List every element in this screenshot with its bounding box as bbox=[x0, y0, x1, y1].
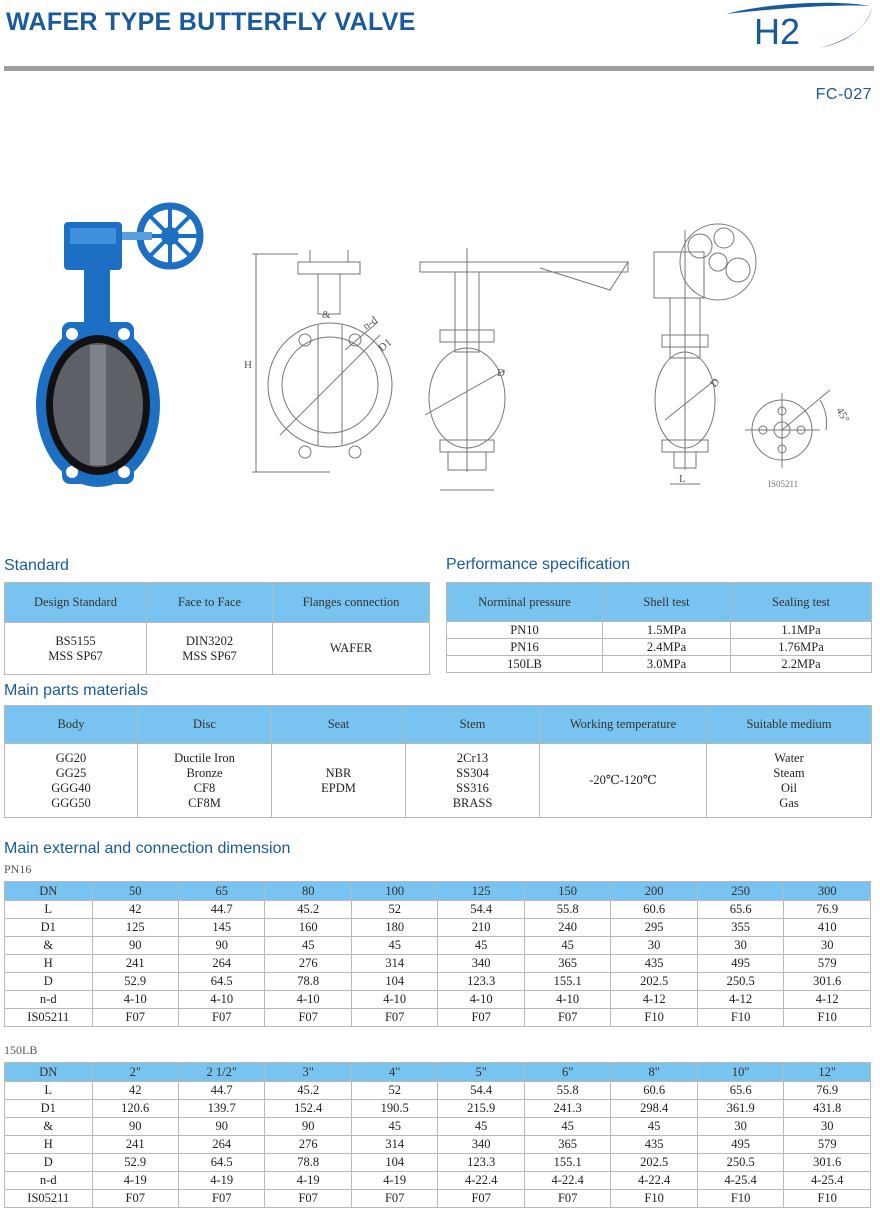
table-header-row bbox=[5, 882, 871, 901]
table-cell: 301.6 bbox=[784, 973, 871, 991]
row-label: & bbox=[5, 1118, 93, 1136]
table-row bbox=[5, 919, 871, 937]
table-cell: F07 bbox=[438, 1190, 524, 1208]
table-cell: 44.7 bbox=[178, 901, 264, 919]
table-cell: 45 bbox=[351, 937, 437, 955]
table-cell: 45 bbox=[438, 937, 524, 955]
table-cell: 55.8 bbox=[524, 901, 610, 919]
table-row bbox=[5, 1082, 871, 1100]
pn16-dimension-table bbox=[4, 881, 871, 1027]
table-cell: 52 bbox=[351, 1082, 437, 1100]
table-cell: 4-22.4 bbox=[611, 1172, 697, 1190]
row-label: D bbox=[5, 1154, 93, 1172]
column-header: 3" bbox=[265, 1063, 351, 1082]
dim-d-gear-label: D bbox=[708, 376, 723, 390]
materials-disc-cell: Ductile Iron Bronze CF8 CF8M bbox=[138, 744, 272, 818]
table-cell: 210 bbox=[438, 919, 524, 937]
column-header: DN bbox=[5, 1063, 93, 1082]
table-cell: 264 bbox=[178, 955, 264, 973]
standard-cell: BS5155 MSS SP67 bbox=[5, 623, 147, 675]
table-cell: F07 bbox=[351, 1009, 437, 1027]
table-cell: 4-10 bbox=[178, 991, 264, 1009]
table-row bbox=[5, 1009, 871, 1027]
table-cell: 495 bbox=[697, 1136, 783, 1154]
table-row: PN10 1.5MPa 1.1MPa bbox=[447, 622, 872, 639]
table-cell: 160 bbox=[265, 919, 351, 937]
table-cell: 495 bbox=[697, 955, 783, 973]
dim-d1-label: D1 bbox=[376, 336, 395, 355]
table-cell: 145 bbox=[178, 919, 264, 937]
table-cell: 4-25.4 bbox=[697, 1172, 783, 1190]
table-cell: 90 bbox=[92, 937, 178, 955]
table-cell: 60.6 bbox=[611, 1082, 697, 1100]
table-cell: 64.5 bbox=[178, 973, 264, 991]
table-cell: F10 bbox=[611, 1190, 697, 1208]
pn16-label: PN16 bbox=[4, 862, 32, 876]
table-cell: 30 bbox=[697, 1118, 783, 1136]
standard-header: Face to Face bbox=[147, 583, 273, 623]
standard-title: Standard bbox=[4, 557, 69, 574]
lb150-dimension-table bbox=[4, 1062, 871, 1208]
performance-header: Shell test bbox=[603, 583, 731, 622]
dim-and-label: & bbox=[322, 309, 331, 321]
row-label: H bbox=[5, 1136, 93, 1154]
column-header: DN bbox=[5, 882, 93, 901]
standard-header: Design Standard bbox=[5, 583, 147, 623]
table-cell: 152.4 bbox=[265, 1100, 351, 1118]
table-cell: F07 bbox=[265, 1190, 351, 1208]
table-cell: 314 bbox=[351, 1136, 437, 1154]
column-header: 125 bbox=[438, 882, 524, 901]
table-cell: F07 bbox=[92, 1190, 178, 1208]
table-cell: 64.5 bbox=[178, 1154, 264, 1172]
column-header: 2" bbox=[92, 1063, 178, 1082]
table-cell: F10 bbox=[611, 1009, 697, 1027]
iso-label: IS05211 bbox=[768, 479, 799, 489]
table-cell: 340 bbox=[438, 955, 524, 973]
table-cell: 250.5 bbox=[697, 1154, 783, 1172]
table-cell: 60.6 bbox=[611, 901, 697, 919]
valve-photo bbox=[36, 206, 200, 487]
table-cell: 45 bbox=[611, 1118, 697, 1136]
angle-label: 45° bbox=[833, 405, 852, 425]
standard-cell: WAFER bbox=[273, 623, 430, 675]
row-label: D1 bbox=[5, 919, 93, 937]
column-header: 12" bbox=[784, 1063, 871, 1082]
dim-l-label: L bbox=[679, 473, 686, 485]
table-cell: 90 bbox=[92, 1118, 178, 1136]
table-cell: 276 bbox=[265, 1136, 351, 1154]
table-cell: 250.5 bbox=[697, 973, 783, 991]
table-cell: 54.4 bbox=[438, 901, 524, 919]
table-cell: 4-10 bbox=[351, 991, 437, 1009]
table-cell: 4-19 bbox=[351, 1172, 437, 1190]
table-cell: 202.5 bbox=[611, 1154, 697, 1172]
table-cell: 4-22.4 bbox=[524, 1172, 610, 1190]
table-cell: F07 bbox=[178, 1190, 264, 1208]
table-cell: 78.8 bbox=[265, 1154, 351, 1172]
table-row bbox=[5, 955, 871, 973]
table-cell: 125 bbox=[92, 919, 178, 937]
materials-seat-cell: NBR EPDM bbox=[272, 744, 406, 818]
table-cell: F10 bbox=[784, 1190, 871, 1208]
table-cell: 30 bbox=[611, 937, 697, 955]
table-cell: 241 bbox=[92, 955, 178, 973]
column-header: 65 bbox=[178, 882, 264, 901]
table-row bbox=[5, 901, 871, 919]
materials-medium-cell: Water Steam Oil Gas bbox=[707, 744, 872, 818]
page-title: WAFER TYPE BUTTERFLY VALVE bbox=[6, 8, 416, 36]
table-cell: 44.7 bbox=[178, 1082, 264, 1100]
table-cell: 45 bbox=[265, 937, 351, 955]
table-cell: F10 bbox=[697, 1009, 783, 1027]
header-divider bbox=[4, 66, 874, 71]
materials-header: Working temperature bbox=[540, 706, 707, 744]
product-code: FC-027 bbox=[815, 86, 872, 103]
column-header: 80 bbox=[265, 882, 351, 901]
table-cell: 4-12 bbox=[697, 991, 783, 1009]
row-label: L bbox=[5, 1082, 93, 1100]
materials-title: Main parts materials bbox=[4, 682, 149, 699]
table-cell: 4-25.4 bbox=[784, 1172, 871, 1190]
table-cell: 435 bbox=[611, 955, 697, 973]
table-cell: 45.2 bbox=[265, 901, 351, 919]
table-row bbox=[5, 1190, 871, 1208]
standard-table bbox=[4, 582, 430, 675]
table-cell: 264 bbox=[178, 1136, 264, 1154]
table-row bbox=[5, 1100, 871, 1118]
gear-view-drawing bbox=[654, 224, 830, 484]
table-cell: 4-10 bbox=[265, 991, 351, 1009]
column-header: 300 bbox=[784, 882, 871, 901]
table-row bbox=[5, 1118, 871, 1136]
table-cell: 4-10 bbox=[438, 991, 524, 1009]
table-row: 150LB 3.0MPa 2.2MPa bbox=[447, 656, 872, 673]
table-cell: 104 bbox=[351, 973, 437, 991]
row-label: IS05211 bbox=[5, 1009, 93, 1027]
table-cell: F07 bbox=[178, 1009, 264, 1027]
table-cell: 241 bbox=[92, 1136, 178, 1154]
table-cell: 30 bbox=[784, 937, 871, 955]
logo-text: H2 bbox=[754, 11, 801, 52]
materials-stem-cell: 2Cr13 SS304 SS316 BRASS bbox=[406, 744, 540, 818]
performance-header: Norminal pressure bbox=[447, 583, 603, 622]
table-cell: 190.5 bbox=[351, 1100, 437, 1118]
table-cell: 215.9 bbox=[438, 1100, 524, 1118]
row-label: n-d bbox=[5, 1172, 93, 1190]
table-cell: 42 bbox=[92, 901, 178, 919]
column-header: 250 bbox=[697, 882, 783, 901]
table-cell: 42 bbox=[92, 1082, 178, 1100]
table-cell: 361.9 bbox=[697, 1100, 783, 1118]
materials-header: Disc bbox=[138, 706, 272, 744]
table-cell: 76.9 bbox=[784, 901, 871, 919]
table-row bbox=[5, 1172, 871, 1190]
table-cell: 180 bbox=[351, 919, 437, 937]
column-header: 5" bbox=[438, 1063, 524, 1082]
table-row bbox=[5, 973, 871, 991]
column-header: 4" bbox=[351, 1063, 437, 1082]
table-cell: F10 bbox=[784, 1009, 871, 1027]
row-label: D1 bbox=[5, 1100, 93, 1118]
table-cell: 120.6 bbox=[92, 1100, 178, 1118]
table-cell: 240 bbox=[524, 919, 610, 937]
dim-nd-label: n-d bbox=[360, 314, 380, 333]
table-cell: 90 bbox=[265, 1118, 351, 1136]
brand-logo bbox=[720, 0, 876, 54]
materials-temperature-cell: -20℃-120℃ bbox=[540, 744, 707, 818]
table-cell: 298.4 bbox=[611, 1100, 697, 1118]
product-drawing bbox=[0, 190, 880, 510]
table-cell: 45 bbox=[524, 937, 610, 955]
table-cell: F07 bbox=[524, 1009, 610, 1027]
column-header: 10" bbox=[697, 1063, 783, 1082]
materials-header: Seat bbox=[272, 706, 406, 744]
table-cell: 4-12 bbox=[611, 991, 697, 1009]
table-cell: 579 bbox=[784, 955, 871, 973]
side-view-drawing bbox=[420, 248, 628, 490]
table-cell: 55.8 bbox=[524, 1082, 610, 1100]
table-cell: 90 bbox=[178, 937, 264, 955]
table-cell: 76.9 bbox=[784, 1082, 871, 1100]
table-cell: 155.1 bbox=[524, 1154, 610, 1172]
table-cell: 314 bbox=[351, 955, 437, 973]
table-row: PN16 2.4MPa 1.76MPa bbox=[447, 639, 872, 656]
table-cell: 123.3 bbox=[438, 1154, 524, 1172]
column-header: 200 bbox=[611, 882, 697, 901]
table-cell: 340 bbox=[438, 1136, 524, 1154]
table-cell: 90 bbox=[178, 1118, 264, 1136]
row-label: D bbox=[5, 973, 93, 991]
table-cell: 30 bbox=[697, 937, 783, 955]
table-cell: 4-19 bbox=[178, 1172, 264, 1190]
materials-header: Body bbox=[5, 706, 138, 744]
dimensions-title: Main external and connection dimension bbox=[4, 840, 291, 857]
table-cell: 295 bbox=[611, 919, 697, 937]
dim-h-label: H bbox=[244, 359, 252, 371]
table-cell: 139.7 bbox=[178, 1100, 264, 1118]
table-row bbox=[5, 1154, 871, 1172]
row-label: L bbox=[5, 901, 93, 919]
table-cell: 202.5 bbox=[611, 973, 697, 991]
performance-table bbox=[446, 582, 872, 673]
table-cell: F10 bbox=[697, 1190, 783, 1208]
row-label: n-d bbox=[5, 991, 93, 1009]
table-cell: F07 bbox=[92, 1009, 178, 1027]
table-row bbox=[5, 937, 871, 955]
column-header: 6" bbox=[524, 1063, 610, 1082]
table-cell: 4-19 bbox=[92, 1172, 178, 1190]
table-cell: 45 bbox=[351, 1118, 437, 1136]
table-cell: 65.6 bbox=[697, 1082, 783, 1100]
row-label: H bbox=[5, 955, 93, 973]
table-cell: 30 bbox=[784, 1118, 871, 1136]
table-cell: 52.9 bbox=[92, 1154, 178, 1172]
table-cell: 65.6 bbox=[697, 901, 783, 919]
row-label: IS05211 bbox=[5, 1190, 93, 1208]
column-header: 150 bbox=[524, 882, 610, 901]
materials-body-cell: GG20 GG25 GGG40 GGG50 bbox=[5, 744, 138, 818]
front-view-drawing bbox=[252, 250, 395, 472]
column-header: 8" bbox=[611, 1063, 697, 1082]
table-row bbox=[5, 991, 871, 1009]
table-cell: 45 bbox=[524, 1118, 610, 1136]
table-cell: 276 bbox=[265, 955, 351, 973]
column-header: 100 bbox=[351, 882, 437, 901]
table-cell: 104 bbox=[351, 1154, 437, 1172]
materials-header: Suitable medium bbox=[707, 706, 872, 744]
table-cell: F07 bbox=[438, 1009, 524, 1027]
materials-header: Stem bbox=[406, 706, 540, 744]
table-cell: 54.4 bbox=[438, 1082, 524, 1100]
table-cell: 4-19 bbox=[265, 1172, 351, 1190]
table-row bbox=[5, 1136, 871, 1154]
table-cell: F07 bbox=[524, 1190, 610, 1208]
table-cell: 4-10 bbox=[92, 991, 178, 1009]
column-header: 2 1/2" bbox=[178, 1063, 264, 1082]
table-cell: 365 bbox=[524, 1136, 610, 1154]
table-cell: 365 bbox=[524, 955, 610, 973]
table-cell: 45 bbox=[438, 1118, 524, 1136]
table-cell: 52.9 bbox=[92, 973, 178, 991]
performance-header: Sealing test bbox=[731, 583, 872, 622]
table-cell: 431.8 bbox=[784, 1100, 871, 1118]
table-cell: 355 bbox=[697, 919, 783, 937]
table-cell: 155.1 bbox=[524, 973, 610, 991]
table-cell: 301.6 bbox=[784, 1154, 871, 1172]
table-cell: F07 bbox=[265, 1009, 351, 1027]
dim-d-label: D bbox=[497, 367, 505, 379]
table-cell: 241.3 bbox=[524, 1100, 610, 1118]
table-cell: 52 bbox=[351, 901, 437, 919]
table-header-row bbox=[5, 1063, 871, 1082]
table-cell: 4-12 bbox=[784, 991, 871, 1009]
table-cell: 4-10 bbox=[524, 991, 610, 1009]
table-cell: 579 bbox=[784, 1136, 871, 1154]
row-label: & bbox=[5, 937, 93, 955]
table-cell: F07 bbox=[351, 1190, 437, 1208]
materials-table bbox=[4, 705, 872, 818]
table-cell: 123.3 bbox=[438, 973, 524, 991]
table-cell: 78.8 bbox=[265, 973, 351, 991]
lb150-label: 150LB bbox=[4, 1043, 38, 1057]
standard-cell: DIN3202 MSS SP67 bbox=[147, 623, 273, 675]
performance-title: Performance specification bbox=[446, 556, 631, 573]
table-cell: 410 bbox=[784, 919, 871, 937]
table-cell: 435 bbox=[611, 1136, 697, 1154]
standard-header: Flanges connection bbox=[273, 583, 430, 623]
table-cell: 45.2 bbox=[265, 1082, 351, 1100]
table-cell: 4-22.4 bbox=[438, 1172, 524, 1190]
column-header: 50 bbox=[92, 882, 178, 901]
